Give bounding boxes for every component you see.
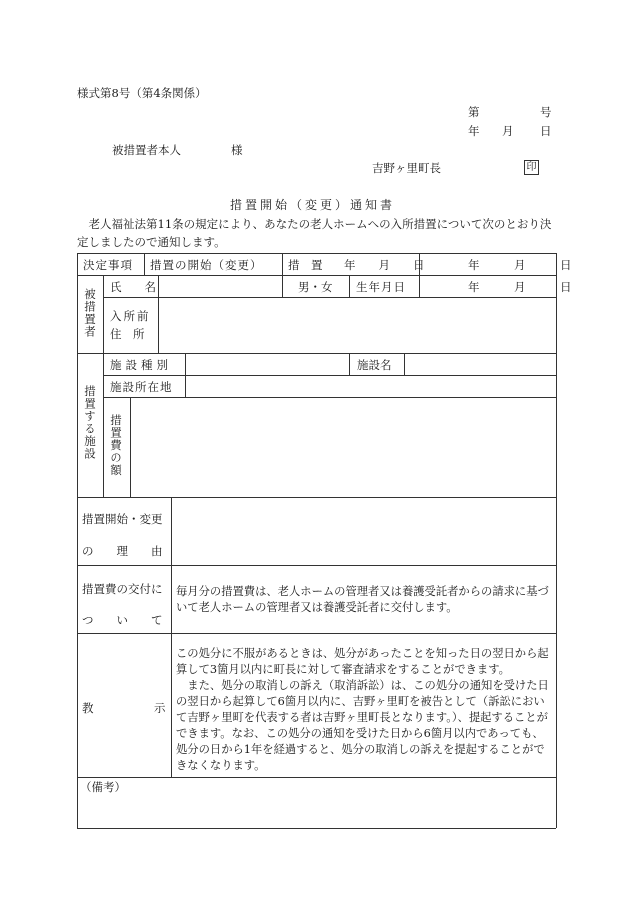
facility-name-label: 施設名 [357,358,392,372]
prev-address-label-2: 住 所 [110,327,145,341]
doc-number-suffix: 号 [540,105,552,119]
seal-stamp: 印 [524,160,539,175]
doc-number-prefix: 第 [468,105,480,119]
decision-label: 決定事項 [83,258,133,272]
facility-location-label: 施設所在地 [110,380,173,394]
facility-group-label: 措置する施設 [83,385,97,460]
notice-label-2: 示 [154,701,166,715]
delivery-label-1: 措置費の交付に [82,582,163,596]
honorific: 様 [231,143,243,157]
measure-label: 措 置 [288,258,323,272]
measure-date-right: 年 月 日 [468,258,572,272]
prev-address-label-1: 入所前 [110,309,151,323]
cost-label: 措置費の額 [109,414,123,477]
reason-label-2: の 理 由 [82,544,163,558]
date-day: 日 [540,124,552,138]
reason-label-1: 措置開始・変更 [82,512,163,526]
person-group-label: 被措置者 [83,288,97,338]
document-title: 措置開始（変更）通知書 [230,198,396,212]
name-label: 氏 名 [110,280,156,294]
birth-date-label: 生年月日 [356,280,406,294]
form-number: 様式第8号（第4条関係） [77,86,207,100]
decision-value: 措置の開始（変更） [150,258,263,272]
remarks-label: （備考） [80,780,126,794]
date-year: 年 [468,124,480,138]
measure-date: 年 月 日 [344,258,425,272]
addressee: 被措置者本人 [112,143,181,157]
notice-paragraph-2: また、処分の取消しの訴え（取消訴訟）は、この処分の通知を受けた日の翌日から起算して6箇月以内に、吉野ヶ里町を被告として（訴訟において吉野ヶ里町を代表する者は吉野ヶ里町長となります。）、提起することができます。なお、この処分の通知を受けた日から6箇月以内であっても、処分の日から1年を経過すると、処分の取消しの訴えを提起することができなくなります。 [176,679,549,772]
intro-text: 老人福祉法第11条の規定により、あなたの老人ホームへの入所措置について次のとおり決定しましたので通知します。 [77,217,552,249]
delivery-label-2: つ い て [82,613,163,627]
delivery-text: 毎月分の措置費は、老人ホームの管理者又は養護受託者からの請求に基づいて老人ホームの管理者又は養護受託者に交付します。 [176,585,549,614]
issuer: 吉野ヶ里町長 [372,161,441,175]
gender-options: 男・女 [298,280,333,294]
facility-type-label: 施設種別 [110,358,172,372]
birth-date-value: 年 月 日 [468,280,572,294]
notice-label-1: 教 [82,701,94,715]
date-month: 月 [502,124,514,138]
notice-paragraph-1: この処分に不服があるときは、処分があったことを知った日の翌日から起算して3箇月以内に町長に対して審査請求をすることができます。 [176,647,549,676]
